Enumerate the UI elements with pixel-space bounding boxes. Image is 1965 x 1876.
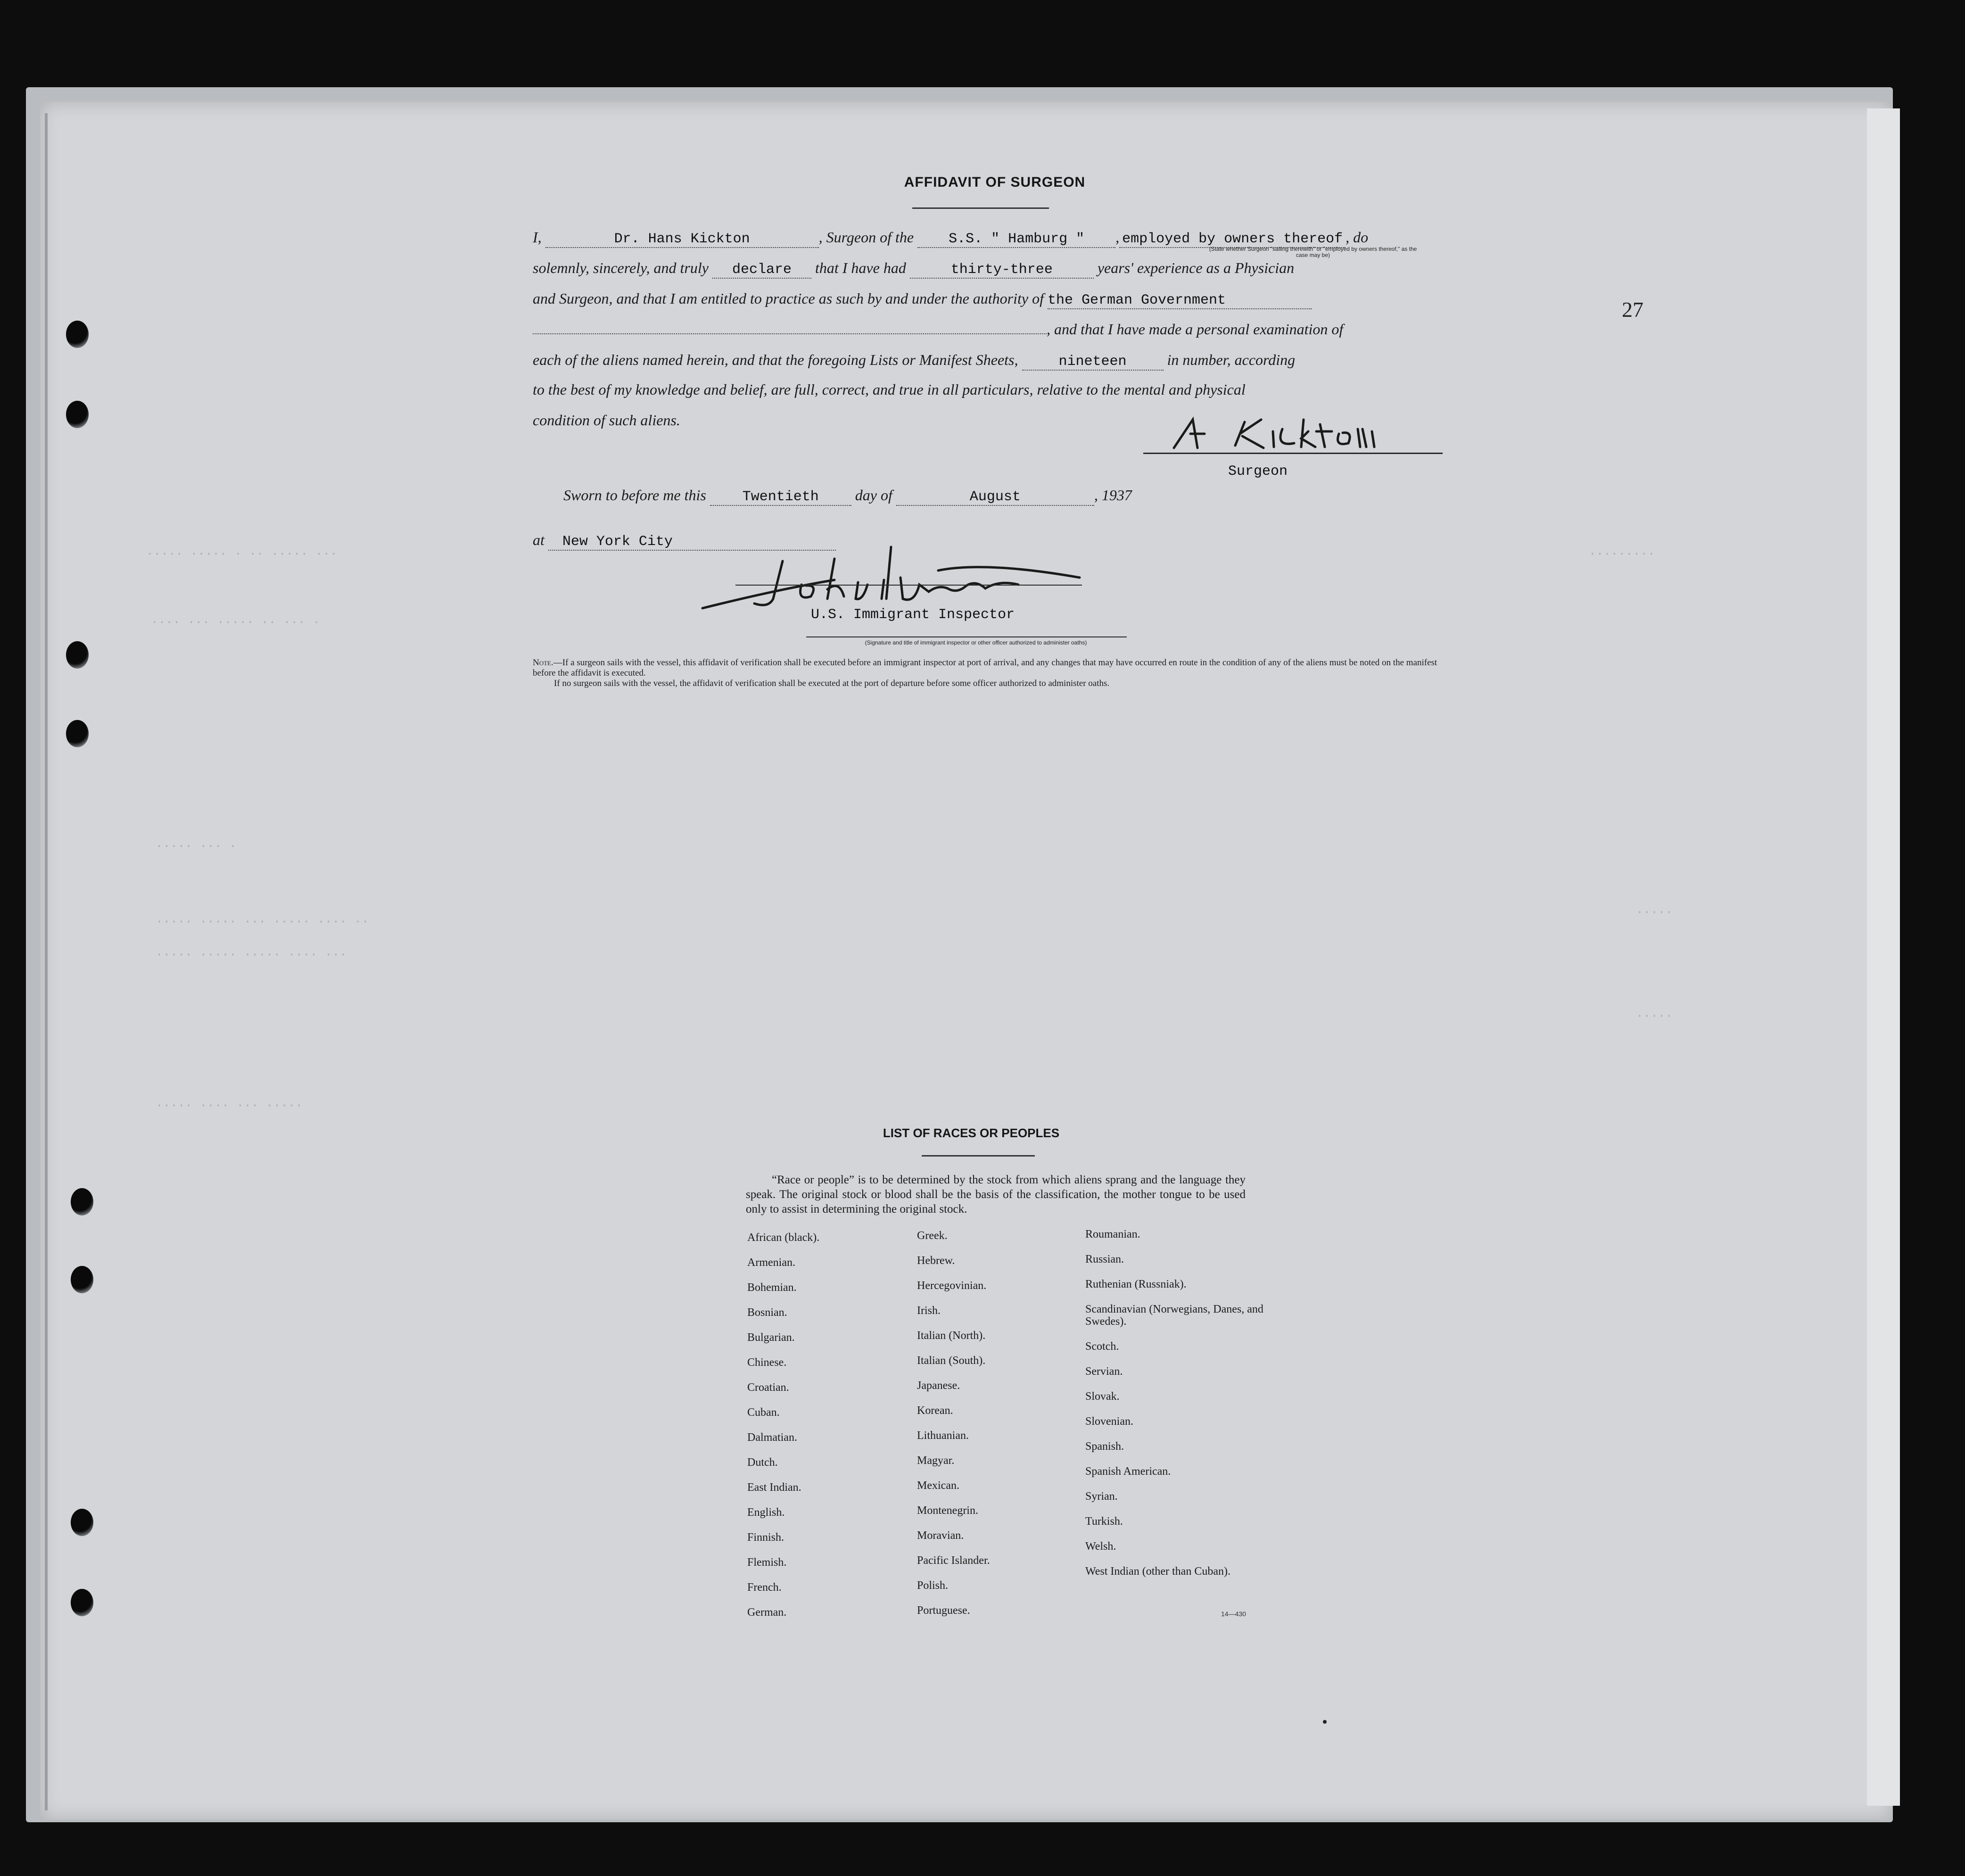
note-text-1: —If a surgeon sails with the vessel, this affidavit of verification shall be executed before an immigrant inspector at port of arrival, and any changes that may have occurred en route in the condition of any of the aliens must be noted on the manifest before the affidavit is executed. xyxy=(533,658,1437,678)
race-item: Hercegovinian. xyxy=(917,1280,987,1292)
race-item: Hebrew. xyxy=(917,1255,955,1267)
authority-continued-field xyxy=(533,333,1047,334)
bleed-through-mark: ····· xyxy=(1636,1009,1673,1023)
affidavit-line-4 xyxy=(533,321,1443,338)
race-item: French. xyxy=(747,1581,782,1594)
race-item: Roumanian. xyxy=(1085,1228,1140,1240)
binder-hole xyxy=(66,720,89,747)
race-item: East Indian. xyxy=(747,1481,801,1494)
race-item: Irish. xyxy=(917,1305,941,1317)
race-item: Japanese. xyxy=(917,1380,960,1392)
sworn-day-field: Twentieth xyxy=(710,489,851,506)
affidavit-line-7: condition of such aliens. xyxy=(533,412,680,429)
inspector-title: U.S. Immigrant Inspector xyxy=(811,607,1015,623)
race-item: Servian. xyxy=(1085,1365,1123,1378)
bleed-through-mark: ········· xyxy=(1589,547,1655,561)
race-item: Spanish. xyxy=(1085,1440,1124,1453)
race-item: Dalmatian. xyxy=(747,1431,797,1444)
race-item: Bulgarian. xyxy=(747,1331,795,1344)
races-intro: “Race or people” is to be determined by the stock from which aliens sprang and the language they speak. The original stock or blood shall be the basis of the classification, the mother tongue to be used only to assist in determining the original stock. xyxy=(746,1174,1246,1215)
place-field: New York City xyxy=(548,534,836,551)
race-item: Finnish. xyxy=(747,1531,784,1544)
race-item: Croatian. xyxy=(747,1381,789,1394)
affidavit-line-1: I, Dr. Hans Kickton , Surgeon of the S.S. " Hamburg " , employed by owners thereof , do xyxy=(533,229,1369,247)
race-item: English. xyxy=(747,1506,785,1519)
bleed-through-mark: ····· ··· · xyxy=(156,839,237,853)
employment-note: (State whether Surgeon "sailing therewith" or "employed by owners thereof," as the case may be) xyxy=(1209,246,1417,258)
binder-hole xyxy=(66,321,89,348)
race-item: Italian (North). xyxy=(917,1330,986,1342)
race-item: West Indian (other than Cuban). xyxy=(1085,1565,1230,1578)
race-item: Spanish American. xyxy=(1085,1465,1171,1478)
bleed-through-mark: ····· ···· ··· ····· xyxy=(156,1099,303,1113)
bleed-through-mark: ····· ····· ··· ····· ···· ·· xyxy=(156,915,369,929)
line4-suffix: , and that I have made a personal examination of xyxy=(1047,321,1344,338)
page-edge xyxy=(1867,108,1900,1806)
race-item: Slovenian. xyxy=(1085,1415,1133,1428)
form-code: 14—430 xyxy=(1221,1610,1246,1618)
race-item: German. xyxy=(747,1606,787,1619)
race-item: Italian (South). xyxy=(917,1355,986,1367)
sheets-field: nineteen xyxy=(1022,354,1164,371)
line3-prefix: and Surgeon, and that I am entitled to practice as such by and under the authority of xyxy=(533,290,1044,307)
race-item: Moravian. xyxy=(917,1529,964,1542)
line1-middle: , Surgeon of the xyxy=(818,229,914,246)
sworn-prefix: Sworn to before me this xyxy=(563,487,706,504)
surgeon-signature xyxy=(1164,410,1428,462)
race-item: Flemish. xyxy=(747,1556,787,1569)
note-lead: Note. xyxy=(533,658,553,668)
bleed-through-mark: ···· ··· ····· ·· ··· · xyxy=(151,615,320,629)
affidavit-line-3 xyxy=(533,290,1443,309)
binder-hole xyxy=(66,641,89,669)
binder-hole xyxy=(71,1188,93,1215)
race-item: Cuban. xyxy=(747,1406,780,1419)
sworn-year: , 1937 xyxy=(1094,487,1132,504)
race-item: Armenian. xyxy=(747,1256,795,1269)
authority-field: the German Government xyxy=(1048,293,1312,309)
race-item: Bosnian. xyxy=(747,1306,787,1319)
race-item: Lithuanian. xyxy=(917,1430,969,1442)
race-item: Greek. xyxy=(917,1230,948,1242)
ship-name-field: S.S. " Hamburg " xyxy=(917,231,1115,248)
affidavit-line-2 xyxy=(533,259,1443,279)
declare-field: declare xyxy=(712,262,811,279)
employment-field: employed by owners thereof xyxy=(1119,231,1346,248)
inspector-signature-line xyxy=(735,585,1082,586)
years-field: thirty-three xyxy=(910,262,1094,279)
race-item: Portuguese. xyxy=(917,1604,970,1617)
bleed-through-mark: ····· ····· ····· ···· ··· xyxy=(156,948,347,962)
race-item: Pacific Islander. xyxy=(917,1554,990,1567)
sworn-month-field: August xyxy=(896,489,1094,506)
affidavit-line-6: to the best of my knowledge and belief, are full, correct, and true in all particulars, relative to the mental and physical xyxy=(533,381,1246,398)
binder-hole xyxy=(71,1266,93,1293)
races-column-2 xyxy=(917,1230,1096,1629)
race-item: Syrian. xyxy=(1085,1490,1118,1503)
race-item: Welsh. xyxy=(1085,1540,1116,1553)
race-item: Slovak. xyxy=(1085,1390,1120,1403)
affidavit-title: AFFIDAVIT OF SURGEON xyxy=(904,174,1086,190)
line1-suffix: , do xyxy=(1346,229,1369,246)
races-title-underline xyxy=(922,1155,1035,1157)
race-item: Dutch. xyxy=(747,1456,778,1469)
binder-hole xyxy=(71,1509,93,1536)
binder-hole xyxy=(71,1589,93,1616)
race-item: Russian. xyxy=(1085,1253,1124,1265)
bleed-through-mark: ····· xyxy=(1636,905,1673,919)
line2-middle: that I have had xyxy=(815,259,906,276)
race-item: Magyar. xyxy=(917,1455,955,1467)
line1-prefix: I, xyxy=(533,229,542,246)
sworn-line xyxy=(563,487,1473,506)
affidavit-note xyxy=(533,658,1443,689)
line5-prefix: each of the aliens named herein, and that the foregoing Lists or Manifest Sheets, xyxy=(533,351,1018,368)
surgeon-signature-line xyxy=(1143,453,1443,454)
affidavit-line-5 xyxy=(533,351,1443,371)
race-item: Turkish. xyxy=(1085,1515,1123,1528)
line2-prefix: solemnly, sincerely, and truly xyxy=(533,259,709,276)
line5-suffix: in number, according xyxy=(1167,351,1296,368)
race-item: Scandinavian (Norwegians, Danes, and Swedes). xyxy=(1085,1303,1263,1328)
race-item: Polish. xyxy=(917,1579,949,1592)
race-item: Chinese. xyxy=(747,1356,787,1369)
race-item: Mexican. xyxy=(917,1479,959,1492)
races-column-3 xyxy=(1085,1228,1274,1590)
page-edge-shadow xyxy=(45,113,48,1810)
surgeon-label: Surgeon xyxy=(1228,463,1288,479)
races-column-1 xyxy=(747,1231,926,1631)
race-item: Scotch. xyxy=(1085,1340,1119,1353)
page-number: 27 xyxy=(1622,298,1643,322)
race-item: Montenegrin. xyxy=(917,1504,978,1517)
binder-hole xyxy=(66,401,89,428)
place-prefix: at xyxy=(533,531,545,548)
note-text-2: If no surgeon sails with the vessel, the affidavit of verification shall be executed at the port of departure before some officer authorized to administer oaths. xyxy=(554,678,1110,688)
race-item: Korean. xyxy=(917,1405,953,1417)
inspector-signature xyxy=(693,533,1094,613)
ink-dot xyxy=(1323,1720,1327,1724)
bleed-through-mark: ····· ····· · ·· ····· ··· xyxy=(146,547,338,561)
title-underline xyxy=(912,207,1049,209)
races-title: LIST OF RACES OR PEOPLES xyxy=(883,1126,1060,1140)
sworn-middle: day of xyxy=(855,487,892,504)
race-item: African (black). xyxy=(747,1231,820,1244)
line2-suffix: years' experience as a Physician xyxy=(1097,259,1295,276)
surgeon-name-field: Dr. Hans Kickton xyxy=(545,231,819,248)
race-item: Ruthenian (Russniak). xyxy=(1085,1278,1187,1290)
race-item: Bohemian. xyxy=(747,1281,797,1294)
inspector-title-line xyxy=(806,636,1127,637)
inspector-note: (Signature and title of immigrant inspector or other officer authorized to administer oaths) xyxy=(865,639,1087,646)
